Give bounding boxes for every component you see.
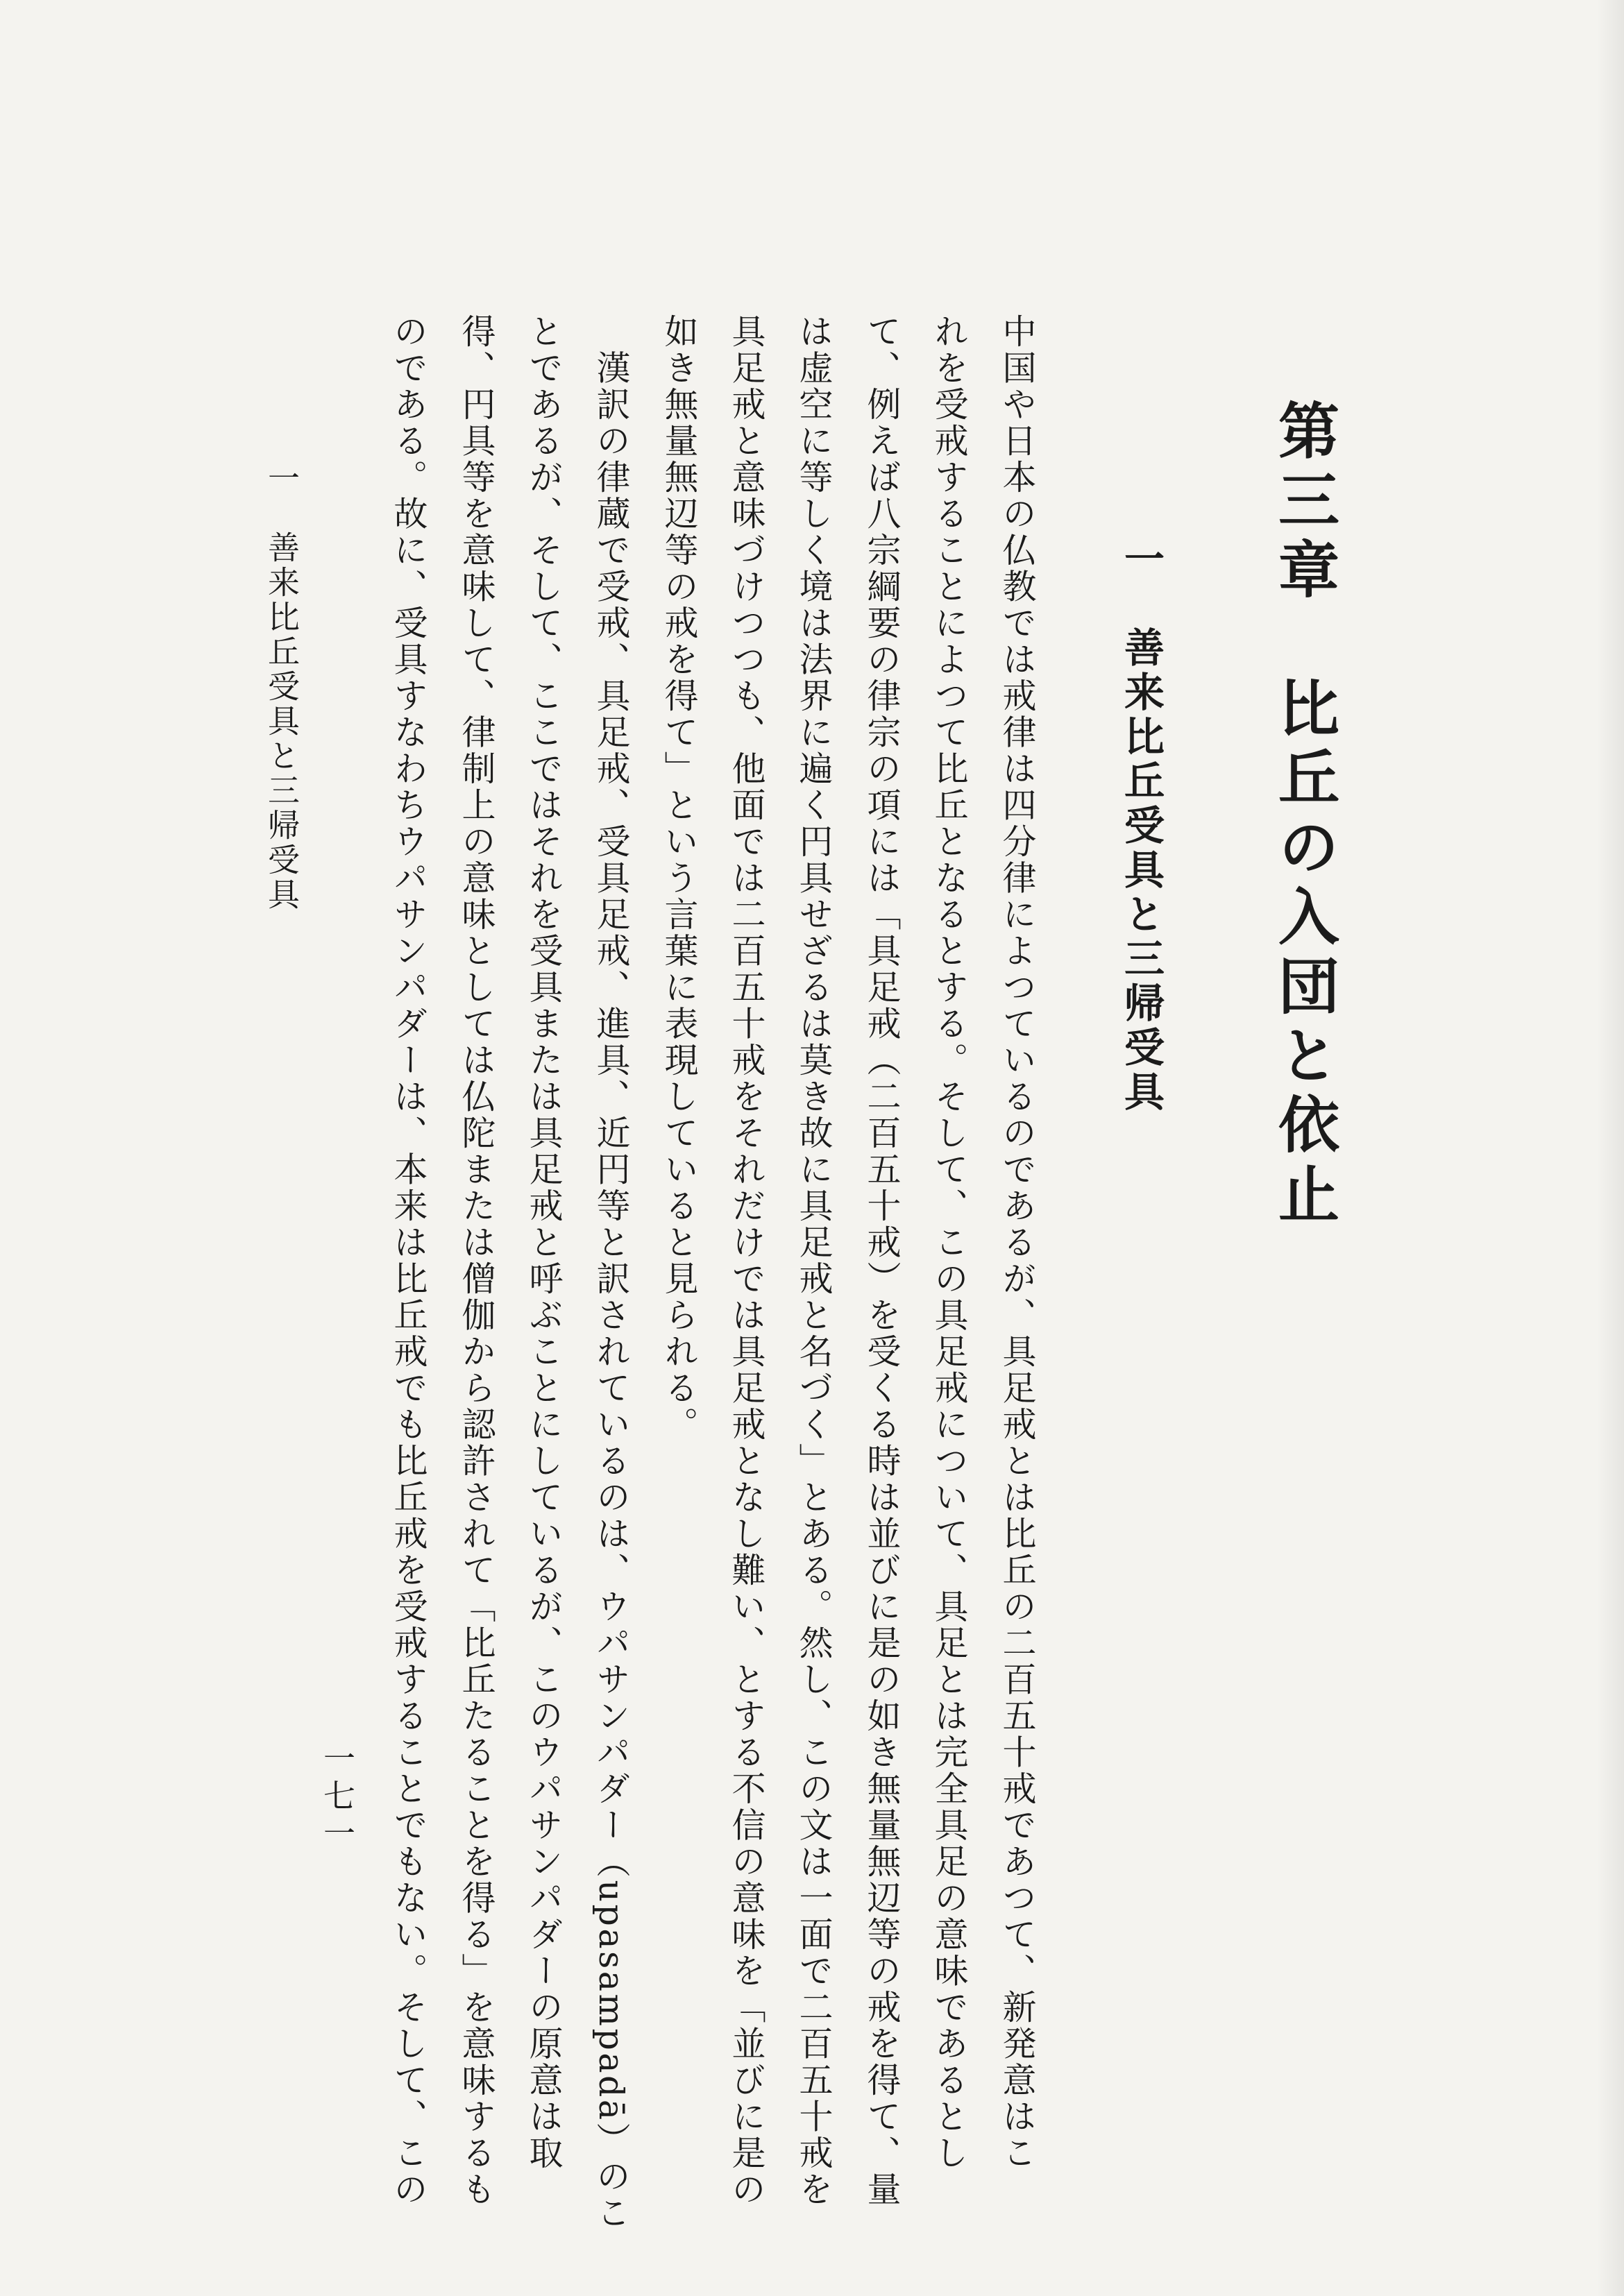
body-line: 漢訳の律蔵で受戒、具足戒、受具足戒、進具、近円等と訳されているのは、ウパサンパダー（upasampadā）のこ (591, 314, 631, 2232)
running-head: 一 善来比丘受具と三帰受具 (263, 461, 301, 912)
body-line: 得、円具等を意味して、律制上の意味としては仏陀または僧伽から認許されて「比丘たることを得る」を意味するも (457, 314, 496, 2208)
section-title: 一 善来比丘受具と三帰受具 (1117, 538, 1165, 1115)
page-edge-shadow (1596, 0, 1624, 2296)
body-line: て、例えば八宗綱要の律宗の項には「具足戒（二百五十戒）を受くる時は並びに是の如き無量無辺等の戒を得て、量 (862, 314, 902, 2208)
page-number: 一七一 (319, 1742, 356, 1854)
body-line: とであるが、そして、ここではそれを受具または具足戒と呼ぶことにしているが、このウパサンパダーの原意は取 (524, 314, 564, 2172)
body-line: 如き無量無辺等の戒を得て」という言葉に表現していると見られる。 (659, 314, 699, 1443)
body-line: は虚空に等しく境は法界に遍く円具せざるは莫き故に具足戒と名づく」とある。然し、この文は一面で二百五十戒を (794, 314, 834, 2208)
chapter-title: 第三章 比丘の入団と依止 (1269, 399, 1341, 1232)
body-line: 具足戒と意味づけつつも、他面では二百五十戒をそれだけでは具足戒となし難い、とする不信の意味を「並びに是の (727, 314, 766, 2208)
body-line: 中国や日本の仏教では戒律は四分律によつているのであるが、具足戒とは比丘の二百五十戒であつて、新発意はこ (997, 314, 1037, 2172)
body-line: のである。故に、受具すなわちウパサンパダーは、本来は比丘戒でも比丘戒を受戒することでもない。そして、この (389, 314, 428, 2208)
body-line: れを受戒することによつて比丘となるとする。そして、この具足戒について、具足とは完全具足の意味であるとし (929, 314, 969, 2172)
